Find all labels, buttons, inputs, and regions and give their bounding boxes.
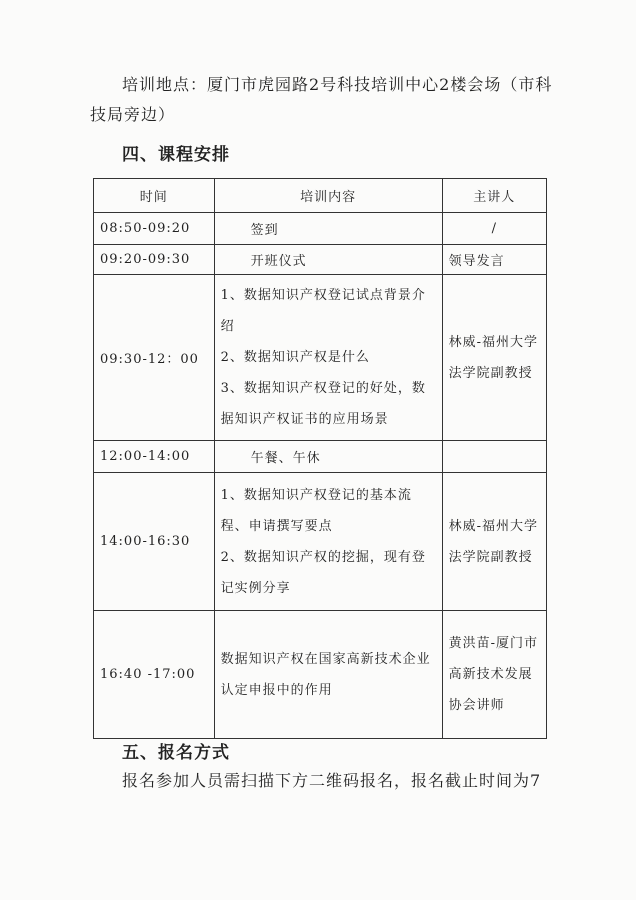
table-row: [94, 611, 547, 739]
table-row: [94, 213, 547, 245]
row-time: 16:40 -17:00: [94, 611, 215, 739]
row-speaker: [442, 441, 546, 473]
row-content: [214, 611, 442, 739]
content-line: 1、数据知识产权登记试点背景介绍: [220, 288, 426, 334]
table-row: [94, 473, 547, 611]
row-time: 08:50-09:20: [94, 213, 215, 245]
row-content: [214, 473, 442, 611]
header-time: 时间: [94, 179, 215, 213]
row-speaker: 林威-福州大学法学院副教授: [442, 473, 546, 611]
row-content: 开班仪式: [214, 245, 442, 275]
section-heading-schedule: 四、课程安排: [122, 145, 230, 165]
row-speaker: 黄洪苗-厦门市高新技术发展协会讲师: [442, 611, 546, 739]
row-speaker: /: [442, 213, 546, 245]
row-content: [214, 275, 442, 441]
table-row: [94, 245, 547, 275]
row-speaker: 领导发言: [442, 245, 546, 275]
table-row: [94, 275, 547, 441]
venue-paragraph: 培训地点：厦门市虎园路2号科技培训中心2楼会场（市科技局旁边）: [90, 75, 553, 124]
schedule-table: [93, 178, 547, 739]
row-time: 14:00-16:30: [94, 473, 215, 611]
registration-paragraph: 报名参加人员需扫描下方二维码报名，报名截止时间为7: [122, 771, 542, 790]
row-content: 午餐、午休: [214, 441, 442, 473]
row-speaker: 林威-福州大学法学院副教授: [442, 275, 546, 441]
table-header-row: [94, 179, 547, 213]
row-time: 09:30-12：00: [94, 275, 215, 441]
content-line: 1、数据知识产权登记的基本流程、申请撰写要点: [220, 487, 412, 534]
table-row: [94, 441, 547, 473]
section-heading-registration: 五、报名方式: [122, 743, 230, 763]
content-line: 2、数据知识产权是什么: [220, 350, 370, 365]
row-time: 09:20-09:30: [94, 245, 215, 275]
content-line: 3、数据知识产权登记的好处，数据知识产权证书的应用场景: [220, 381, 426, 427]
header-content: 培训内容: [214, 179, 442, 213]
content-line: 数据知识产权在国家高新技术企业认定申报中的作用: [220, 651, 431, 698]
row-content: 签到: [214, 213, 442, 245]
content-line: 2、数据知识产权的挖掘，现有登记实例分享: [220, 549, 426, 596]
header-speaker: 主讲人: [442, 179, 546, 213]
row-time: 12:00-14:00: [94, 441, 215, 473]
